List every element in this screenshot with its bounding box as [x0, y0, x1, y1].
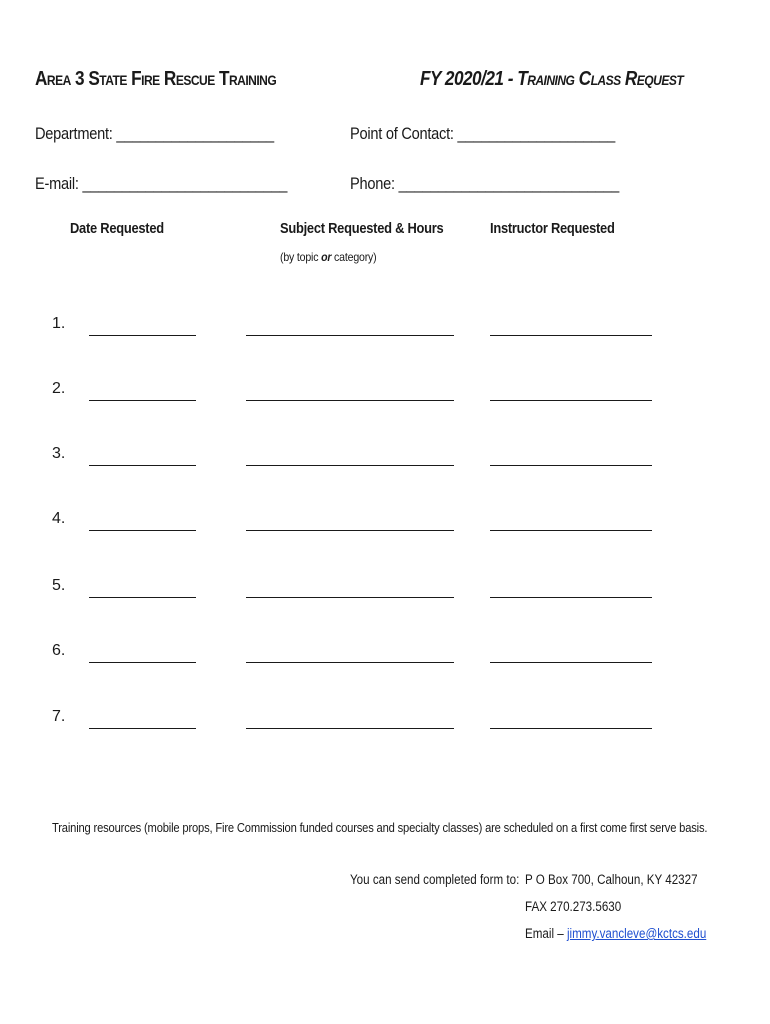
date-blank[interactable]	[89, 597, 196, 598]
instructor-requested-header: Instructor Requested	[490, 220, 615, 237]
subject-blank[interactable]	[246, 597, 454, 598]
send-form-label: You can send completed form to:	[350, 872, 520, 887]
subject-note	[280, 250, 376, 264]
point-of-contact-field[interactable]: Point of Contact: ____________________	[350, 124, 615, 143]
date-blank[interactable]	[89, 400, 196, 401]
row-number: 4.	[52, 510, 66, 527]
subject-blank[interactable]	[246, 530, 454, 531]
row-number: 7.	[52, 708, 66, 725]
instructor-blank[interactable]	[490, 335, 652, 336]
row-number: 1.	[52, 315, 66, 332]
row-number: 5.	[52, 577, 66, 594]
form-title-left: Area 3 State Fire Rescue Training	[35, 68, 277, 90]
request-row	[0, 642, 770, 672]
row-number: 6.	[52, 642, 66, 659]
phone-field[interactable]: Phone: ____________________________	[350, 174, 620, 193]
subject-note-prefix: (by topic	[280, 250, 322, 264]
scheduling-note: Training resources (mobile props, Fire Commission funded courses and specialty classes) are scheduled on a first come first serve basis.	[52, 820, 708, 835]
row-number: 3.	[52, 445, 66, 462]
instructor-blank[interactable]	[490, 530, 652, 531]
request-row	[0, 708, 770, 738]
contact-email	[525, 926, 706, 941]
subject-blank[interactable]	[246, 465, 454, 466]
row-number: 2.	[52, 380, 66, 397]
subject-note-suffix: category)	[331, 250, 377, 264]
form-title-right: FY 2020/21 - Training Class Request	[420, 68, 684, 90]
subject-blank[interactable]	[246, 728, 454, 729]
instructor-blank[interactable]	[490, 728, 652, 729]
subject-note-or: or	[321, 250, 332, 264]
date-blank[interactable]	[89, 465, 196, 466]
request-row	[0, 380, 770, 410]
date-requested-header: Date Requested	[70, 220, 164, 237]
instructor-blank[interactable]	[490, 662, 652, 663]
request-row	[0, 577, 770, 607]
subject-blank[interactable]	[246, 335, 454, 336]
email-field[interactable]: E-mail: __________________________	[35, 174, 288, 193]
request-row	[0, 510, 770, 540]
email-prefix: Email –	[525, 926, 567, 941]
instructor-blank[interactable]	[490, 465, 652, 466]
date-blank[interactable]	[89, 335, 196, 336]
request-row	[0, 445, 770, 475]
subject-requested-header: Subject Requested & Hours	[280, 220, 444, 237]
date-blank[interactable]	[89, 662, 196, 663]
request-row	[0, 315, 770, 345]
date-blank[interactable]	[89, 728, 196, 729]
instructor-blank[interactable]	[490, 400, 652, 401]
instructor-blank[interactable]	[490, 597, 652, 598]
email-link[interactable]: jimmy.vancleve@kctcs.edu	[566, 926, 707, 941]
subject-blank[interactable]	[246, 662, 454, 663]
date-blank[interactable]	[89, 530, 196, 531]
mailing-address: P O Box 700, Calhoun, KY 42327	[525, 872, 698, 887]
fax-number: FAX 270.273.5630	[525, 899, 622, 914]
department-field[interactable]: Department: ____________________	[35, 124, 274, 143]
subject-blank[interactable]	[246, 400, 454, 401]
